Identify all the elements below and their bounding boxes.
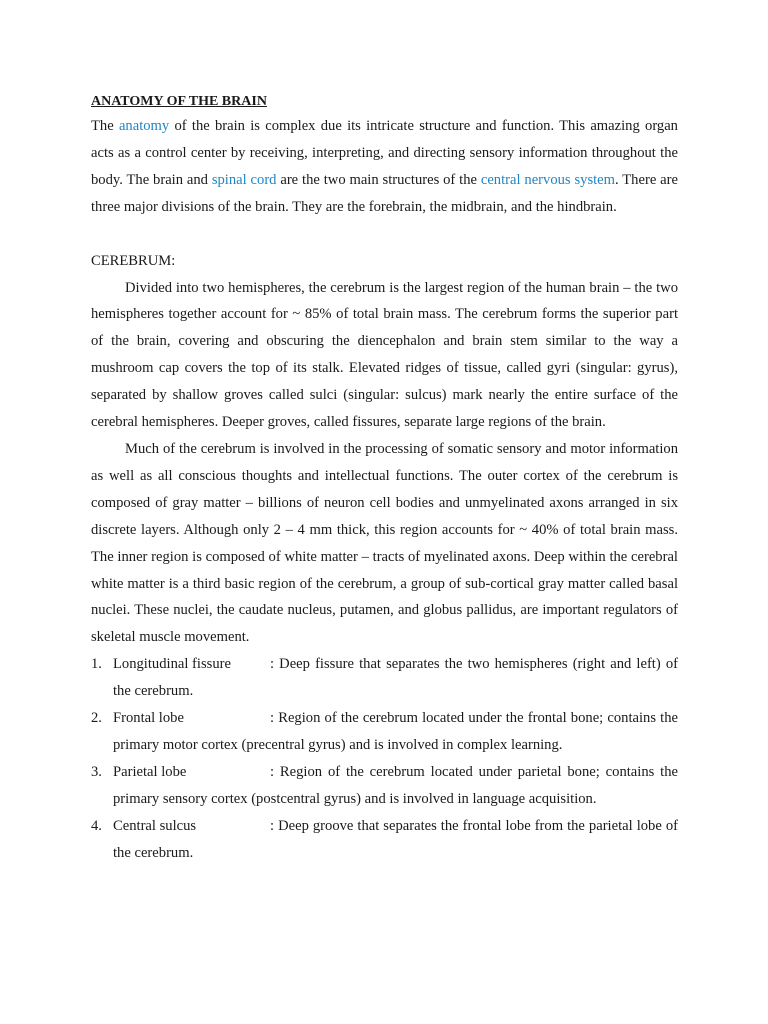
list-definition: : Deep fissure that separates the two hemispheres (right and left) of the cerebrum. xyxy=(113,656,678,700)
list-term: Longitudinal fissure xyxy=(113,656,231,673)
intro-text-4: . There are three major divisions of the brain. They are the forebrain, the midbrain, and the hindbrain. xyxy=(91,171,678,215)
intro-text-1: The xyxy=(91,118,119,134)
list-number: 3. xyxy=(91,763,102,780)
terms-list xyxy=(91,651,678,866)
central-nervous-system-link[interactable]: central nervous system xyxy=(480,171,616,188)
list-item xyxy=(91,651,678,705)
list-item xyxy=(91,705,678,759)
document-title: ANATOMY OF THE BRAIN xyxy=(91,94,267,109)
anatomy-link[interactable]: anatomy xyxy=(118,118,170,134)
list-definition: : Region of the cerebrum located under the frontal bone; contains the primary motor cortex (precentral gyrus) and is involved in complex learning. xyxy=(113,710,678,753)
intro-text-3: are the two main structures of the xyxy=(276,171,481,188)
section-heading-cerebrum: CEREBRUM: xyxy=(91,252,176,269)
list-definition: : Deep groove that separates the frontal lobe from the parietal lobe of the cerebrum. xyxy=(113,817,678,861)
list-item xyxy=(91,813,678,867)
list-term: Frontal lobe xyxy=(113,710,184,727)
body-paragraph: Divided into two hemispheres, the cerebrum is the largest region of the human brain – the two hemispheres together account for ~ 85% of total brain mass. The cerebrum forms the superior part of the brain, covering and obscuring the diencephalon and brain stem similar to the way a mushroom cap covers the top of its stalk. Elevated ridges of tissue, called gyri (singular: gyrus), separated by shallow groves called sulci (singular: sulcus) mark nearly the entire surface of the cerebral hemispheres. Deeper groves, called fissures, separate large regions of the brain. xyxy=(91,279,678,431)
list-term: Central sulcus xyxy=(113,817,197,834)
intro-text-2: of the brain is complex due its intricate structure and function. This amazing organ acts as a control center by receiving, interpreting, and directing sensory information throughout the body. The brain and xyxy=(91,118,678,188)
list-number: 2. xyxy=(91,710,102,727)
list-term: Parietal lobe xyxy=(113,763,187,780)
list-definition: : Region of the cerebrum located under parietal bone; contains the primary sensory cortex (postcentral gyrus) and is involved in language acquisition. xyxy=(113,763,678,807)
list-item xyxy=(91,759,678,813)
list-number: 1. xyxy=(91,656,102,673)
list-number: 4. xyxy=(91,817,102,834)
intro-paragraph xyxy=(91,113,678,221)
spacer xyxy=(91,221,678,248)
spinal-cord-link[interactable]: spinal cord xyxy=(211,171,277,188)
body-paragraph: Much of the cerebrum is involved in the processing of somatic sensory and motor information as well as all conscious thoughts and intellectual functions. The outer cortex of the cerebrum is composed of gray matter – billions of neuron cell bodies and unmyelinated axons arranged in six discrete layers. Although only 2 – 4 mm thick, this region accounts for ~ 40% of total brain mass. The inner region is composed of white matter – tracts of myelinated axons. Deep within the cerebral white matter is a third basic region of the cerebrum, a group of sub-cortical gray matter called basal nuclei. These nuclei, the caudate nucleus, putamen, and globus pallidus, are important regulators of skeletal muscle movement. xyxy=(91,440,678,646)
